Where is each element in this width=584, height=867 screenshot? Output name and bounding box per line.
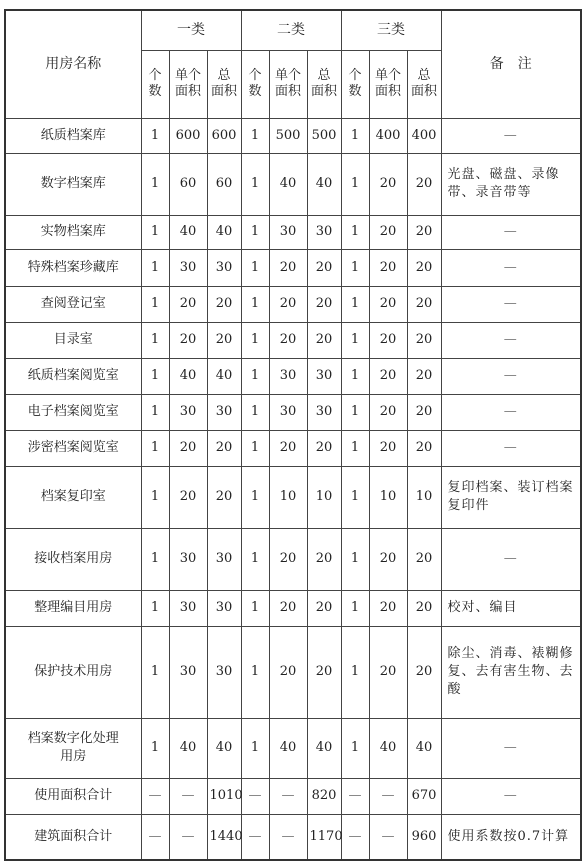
value-cell: 20 <box>207 322 241 358</box>
room-name-cell: 使用面积合计 <box>5 778 141 814</box>
value-cell: 20 <box>307 286 341 322</box>
value-cell: 1 <box>341 528 369 590</box>
room-name-cell: 涉密档案阅览室 <box>5 430 141 466</box>
value-cell: 20 <box>269 430 307 466</box>
remark-cell: — <box>441 249 581 286</box>
room-name-cell: 档案复印室 <box>5 466 141 528</box>
value-cell: 1170 <box>307 814 341 860</box>
room-name-cell: 保护技术用房 <box>5 626 141 718</box>
value-cell: 1 <box>241 286 269 322</box>
value-cell: 1 <box>241 358 269 394</box>
value-cell: 30 <box>169 394 207 430</box>
value-cell: 1 <box>241 590 269 626</box>
subheader-total-area <box>307 50 341 118</box>
value-cell: 1 <box>141 718 169 778</box>
value-cell: 1 <box>141 153 169 215</box>
value-cell: 60 <box>207 153 241 215</box>
value-cell: 1 <box>341 394 369 430</box>
subheader-count <box>241 50 269 118</box>
value-cell: 1 <box>341 286 369 322</box>
subheader-line: 数 <box>348 84 362 99</box>
value-cell: 20 <box>307 322 341 358</box>
value-cell: 600 <box>169 118 207 153</box>
table-row <box>5 215 581 249</box>
value-cell: 30 <box>169 249 207 286</box>
room-name-cell: 整理编目用房 <box>5 590 141 626</box>
table-row <box>5 249 581 286</box>
value-cell: 30 <box>307 394 341 430</box>
table-row <box>5 286 581 322</box>
value-cell: — <box>269 814 307 860</box>
value-cell: 20 <box>169 286 207 322</box>
value-cell: 20 <box>407 626 441 718</box>
value-cell: 10 <box>307 466 341 528</box>
value-cell: 1 <box>141 358 169 394</box>
value-cell: 30 <box>169 626 207 718</box>
value-cell: 1 <box>341 215 369 249</box>
value-cell: 30 <box>269 394 307 430</box>
value-cell: 400 <box>369 118 407 153</box>
value-cell: 1 <box>141 322 169 358</box>
value-cell: — <box>169 814 207 860</box>
value-cell: 20 <box>369 394 407 430</box>
remark-cell: — <box>441 718 581 778</box>
value-cell: 400 <box>407 118 441 153</box>
table-row <box>5 466 581 528</box>
table-row <box>5 153 581 215</box>
remark-cell: — <box>441 528 581 590</box>
value-cell: 20 <box>369 590 407 626</box>
subheader-count <box>141 50 169 118</box>
room-name-cell: 特殊档案珍藏库 <box>5 249 141 286</box>
subheader-unit-area <box>269 50 307 118</box>
value-cell: 20 <box>169 430 207 466</box>
table-row <box>5 590 581 626</box>
room-name-cell: 数字档案库 <box>5 153 141 215</box>
value-cell: 20 <box>307 590 341 626</box>
table-row <box>5 718 581 778</box>
table-row <box>5 394 581 430</box>
value-cell: 30 <box>207 626 241 718</box>
value-cell: 1010 <box>207 778 241 814</box>
room-name-cell: 纸质档案阅览室 <box>5 358 141 394</box>
value-cell: 40 <box>207 718 241 778</box>
room-name-cell: 实物档案库 <box>5 215 141 249</box>
value-cell: — <box>141 814 169 860</box>
room-name-cell: 档案数字化处理用房 <box>5 718 141 778</box>
value-cell: 20 <box>407 394 441 430</box>
value-cell: 20 <box>369 626 407 718</box>
room-name-cell: 纸质档案库 <box>5 118 141 153</box>
value-cell: 1 <box>141 466 169 528</box>
remark-cell: — <box>441 322 581 358</box>
value-cell: 30 <box>169 590 207 626</box>
value-cell: 1 <box>241 466 269 528</box>
table-row <box>5 322 581 358</box>
value-cell: 40 <box>307 153 341 215</box>
value-cell: 20 <box>269 286 307 322</box>
value-cell: 30 <box>269 358 307 394</box>
value-cell: 1 <box>141 626 169 718</box>
value-cell: 20 <box>407 528 441 590</box>
value-cell: 1 <box>341 322 369 358</box>
value-cell: 20 <box>207 430 241 466</box>
table-body <box>5 118 581 860</box>
subheader-line: 面积 <box>310 84 337 99</box>
value-cell: 1 <box>341 626 369 718</box>
value-cell: 40 <box>169 358 207 394</box>
value-cell: — <box>369 814 407 860</box>
subheader-line: 单个 <box>174 68 201 83</box>
value-cell: 20 <box>307 249 341 286</box>
remark-cell: — <box>441 118 581 153</box>
value-cell: 20 <box>169 322 207 358</box>
subheader-line: 面积 <box>410 84 437 99</box>
table-row <box>5 626 581 718</box>
header-class-3: 三类 <box>341 10 441 50</box>
value-cell: 20 <box>269 322 307 358</box>
value-cell: 20 <box>407 215 441 249</box>
value-cell: — <box>341 814 369 860</box>
remark-cell: — <box>441 215 581 249</box>
value-cell: 1 <box>341 118 369 153</box>
value-cell: 1 <box>241 118 269 153</box>
value-cell: 20 <box>169 466 207 528</box>
value-cell: 670 <box>407 778 441 814</box>
subheader-total-area <box>207 50 241 118</box>
value-cell: 1 <box>341 430 369 466</box>
value-cell: 40 <box>269 718 307 778</box>
value-cell: 20 <box>369 215 407 249</box>
subheader-line: 面积 <box>210 84 237 99</box>
value-cell: 20 <box>307 430 341 466</box>
value-cell: 1 <box>141 215 169 249</box>
value-cell: 20 <box>369 528 407 590</box>
value-cell: 40 <box>169 718 207 778</box>
value-cell: 1 <box>141 590 169 626</box>
remark-cell: 使用系数按0.7计算 <box>441 814 581 860</box>
subheader-line: 单个 <box>374 68 401 83</box>
value-cell: 20 <box>307 626 341 718</box>
value-cell: 960 <box>407 814 441 860</box>
room-name-cell: 查阅登记室 <box>5 286 141 322</box>
value-cell: 20 <box>269 528 307 590</box>
value-cell: — <box>369 778 407 814</box>
value-cell: 1 <box>341 466 369 528</box>
remark-cell: 校对、编目 <box>441 590 581 626</box>
room-name-cell: 目录室 <box>5 322 141 358</box>
value-cell: 1 <box>341 358 369 394</box>
value-cell: 30 <box>307 358 341 394</box>
remark-cell: 光盘、磁盘、录像带、录音带等 <box>441 153 581 215</box>
remark-cell: — <box>441 286 581 322</box>
value-cell: 1 <box>141 118 169 153</box>
room-name-cell: 建筑面积合计 <box>5 814 141 860</box>
value-cell: 20 <box>369 358 407 394</box>
value-cell: 1 <box>241 430 269 466</box>
value-cell: 20 <box>207 286 241 322</box>
table-row <box>5 528 581 590</box>
subheader-line: 面积 <box>174 84 201 99</box>
value-cell: 30 <box>207 528 241 590</box>
value-cell: 10 <box>369 466 407 528</box>
value-cell: 1 <box>141 430 169 466</box>
value-cell: 20 <box>407 430 441 466</box>
value-cell: 1 <box>341 590 369 626</box>
room-area-table <box>4 9 582 861</box>
subheader-line: 个 <box>148 68 162 83</box>
value-cell: 1440 <box>207 814 241 860</box>
value-cell: 1 <box>141 286 169 322</box>
header-class-1: 一类 <box>141 10 241 50</box>
value-cell: 20 <box>369 249 407 286</box>
subheader-line: 数 <box>148 84 162 99</box>
value-cell: 30 <box>169 528 207 590</box>
remark-cell: — <box>441 394 581 430</box>
value-cell: 30 <box>207 394 241 430</box>
value-cell: 10 <box>269 466 307 528</box>
value-cell: 20 <box>407 153 441 215</box>
remark-cell: — <box>441 430 581 466</box>
table-row <box>5 118 581 153</box>
value-cell: 1 <box>241 249 269 286</box>
subheader-line: 个 <box>348 68 362 83</box>
value-cell: 20 <box>407 286 441 322</box>
header-class-2: 二类 <box>241 10 341 50</box>
value-cell: 60 <box>169 153 207 215</box>
value-cell: 40 <box>307 718 341 778</box>
value-cell: 1 <box>341 718 369 778</box>
value-cell: 20 <box>207 466 241 528</box>
value-cell: — <box>269 778 307 814</box>
value-cell: 1 <box>241 215 269 249</box>
value-cell: 20 <box>407 322 441 358</box>
value-cell: 40 <box>169 215 207 249</box>
value-cell: 20 <box>369 286 407 322</box>
subheader-line: 总 <box>317 68 331 83</box>
table-row <box>5 430 581 466</box>
subheader-line: 面积 <box>274 84 301 99</box>
value-cell: 20 <box>369 153 407 215</box>
value-cell: 40 <box>207 358 241 394</box>
value-cell: 1 <box>341 153 369 215</box>
value-cell: 20 <box>369 430 407 466</box>
area-table-container <box>4 9 580 865</box>
value-cell: 20 <box>269 590 307 626</box>
subheader-unit-area <box>369 50 407 118</box>
remark-cell: 复印档案、装订档案复印件 <box>441 466 581 528</box>
subheader-line: 数 <box>248 84 262 99</box>
header-remark: 备 注 <box>441 10 581 118</box>
value-cell: — <box>241 814 269 860</box>
table-header <box>5 10 581 118</box>
value-cell: 1 <box>241 626 269 718</box>
remark-cell: 除尘、消毒、裱糊修复、去有害生物、去酸 <box>441 626 581 718</box>
table-row <box>5 358 581 394</box>
value-cell: 20 <box>369 322 407 358</box>
value-cell: 20 <box>407 249 441 286</box>
remark-cell: — <box>441 358 581 394</box>
subheader-unit-area <box>169 50 207 118</box>
value-cell: 40 <box>269 153 307 215</box>
value-cell: 1 <box>241 153 269 215</box>
value-cell: 1 <box>241 718 269 778</box>
value-cell: 40 <box>407 718 441 778</box>
header-room-name: 用房名称 <box>5 10 141 118</box>
value-cell: 20 <box>269 249 307 286</box>
value-cell: 30 <box>269 215 307 249</box>
table-row <box>5 814 581 860</box>
value-cell: 20 <box>407 358 441 394</box>
value-cell: 1 <box>341 249 369 286</box>
remark-cell: — <box>441 778 581 814</box>
room-name-cell: 接收档案用房 <box>5 528 141 590</box>
value-cell: 30 <box>207 590 241 626</box>
value-cell: 1 <box>141 528 169 590</box>
value-cell: 820 <box>307 778 341 814</box>
value-cell: — <box>241 778 269 814</box>
value-cell: 40 <box>207 215 241 249</box>
value-cell: — <box>341 778 369 814</box>
value-cell: 20 <box>407 590 441 626</box>
subheader-line: 个 <box>248 68 262 83</box>
value-cell: 600 <box>207 118 241 153</box>
value-cell: 20 <box>307 528 341 590</box>
value-cell: — <box>169 778 207 814</box>
subheader-line: 总 <box>417 68 431 83</box>
subheader-count <box>341 50 369 118</box>
value-cell: 30 <box>307 215 341 249</box>
value-cell: 10 <box>407 466 441 528</box>
table-row <box>5 778 581 814</box>
value-cell: 500 <box>269 118 307 153</box>
value-cell: 1 <box>141 394 169 430</box>
room-name-cell: 电子档案阅览室 <box>5 394 141 430</box>
value-cell: 30 <box>207 249 241 286</box>
subheader-line: 总 <box>217 68 231 83</box>
subheader-line: 单个 <box>274 68 301 83</box>
value-cell: 40 <box>369 718 407 778</box>
value-cell: 1 <box>141 249 169 286</box>
value-cell: 20 <box>269 626 307 718</box>
value-cell: 1 <box>241 394 269 430</box>
subheader-line: 面积 <box>374 84 401 99</box>
value-cell: 1 <box>241 322 269 358</box>
value-cell: 1 <box>241 528 269 590</box>
subheader-total-area <box>407 50 441 118</box>
value-cell: — <box>141 778 169 814</box>
value-cell: 500 <box>307 118 341 153</box>
